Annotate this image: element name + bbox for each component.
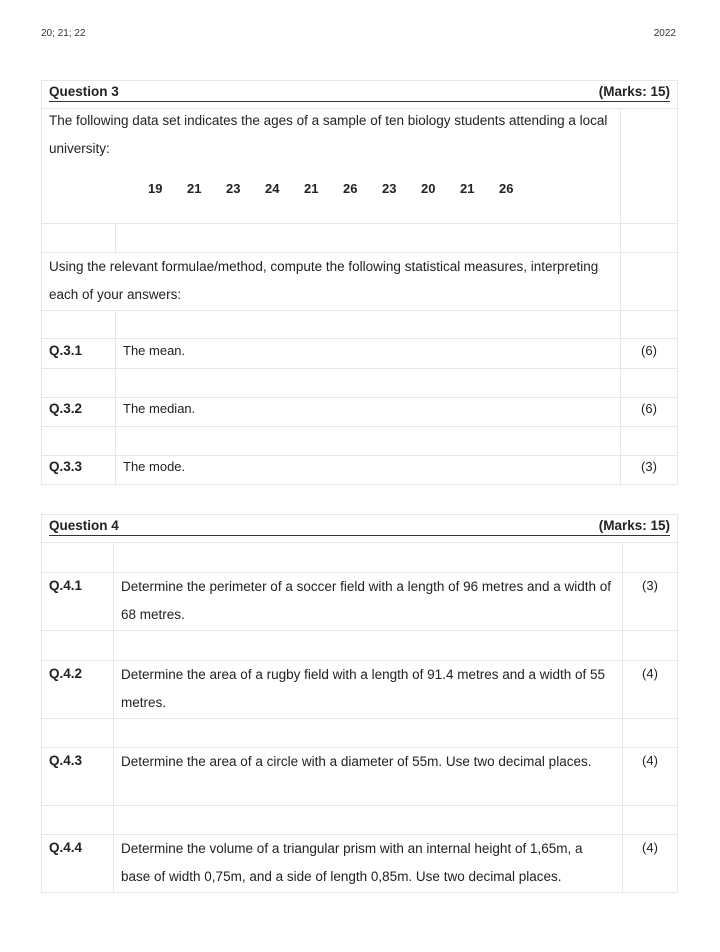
- question-3-instruction-cell: [42, 253, 621, 311]
- question-item-row: [42, 748, 678, 806]
- question-4-table: [41, 514, 678, 893]
- data-value: 21: [187, 181, 202, 196]
- item-number: Q.4.1: [42, 573, 114, 631]
- data-value: 19: [148, 181, 163, 196]
- question-3-title: Question 3: [49, 84, 119, 99]
- item-text: Determine the area of a circle with a diameter of 55m. Use two decimal places.: [114, 748, 623, 806]
- data-value: 21: [460, 181, 475, 196]
- item-number: Q.3.2: [42, 398, 116, 427]
- question-3-marks: (Marks: 15): [598, 84, 670, 99]
- question-3-table: [41, 80, 678, 485]
- item-number: Q.4.2: [42, 661, 114, 719]
- data-value: 26: [343, 181, 358, 196]
- item-marks: (3): [623, 573, 678, 631]
- item-marks: (4): [623, 835, 678, 893]
- question-item-row: [42, 835, 678, 893]
- question-4-title: Question 4: [49, 518, 119, 533]
- data-value: 23: [382, 181, 397, 196]
- question-item-row: [42, 661, 678, 719]
- question-3-intro-cell: [42, 109, 621, 224]
- item-text: Determine the area of a rugby field with a length of 91.4 metres and a width of 55 metres.: [114, 661, 623, 719]
- item-number: Q.3.1: [42, 339, 116, 369]
- item-text: The mean.: [116, 339, 621, 369]
- question-4-marks: (Marks: 15): [598, 518, 670, 533]
- item-marks: (3): [621, 456, 678, 485]
- question-item-row: [42, 573, 678, 631]
- item-text: Determine the volume of a triangular prism with an internal height of 1,65m, a base of width 0,75m, and a side of length 0,85m. Use two decimal places.: [114, 835, 623, 893]
- item-marks: (4): [623, 661, 678, 719]
- data-value: 20: [421, 181, 436, 196]
- item-marks: (6): [621, 339, 678, 369]
- data-value: 23: [226, 181, 241, 196]
- item-marks: (4): [623, 748, 678, 806]
- question-item-row: [42, 339, 678, 369]
- item-number: Q.3.3: [42, 456, 116, 485]
- data-value: 26: [499, 181, 514, 196]
- item-number: Q.4.3: [42, 748, 114, 806]
- data-value: 21: [304, 181, 319, 196]
- data-set: [49, 181, 613, 196]
- item-number: Q.4.4: [42, 835, 114, 893]
- question-3-title-cell: [42, 81, 678, 109]
- data-value: 24: [265, 181, 280, 196]
- question-4-title-cell: [42, 515, 678, 543]
- header-codes: 20; 21; 22: [41, 28, 86, 39]
- item-text: Determine the perimeter of a soccer field with a length of 96 metres and a width of 68 metres.: [114, 573, 623, 631]
- item-text: The median.: [116, 398, 621, 427]
- question-item-row: [42, 456, 678, 485]
- question-item-row: [42, 398, 678, 427]
- item-text: The mode.: [116, 456, 621, 485]
- item-marks: (6): [621, 398, 678, 427]
- header-year: 2022: [653, 28, 676, 39]
- question-3-instruction: Using the relevant formulae/method, compute the following statistical measures, interpreting each of your answers:: [49, 259, 599, 302]
- question-3-intro: The following data set indicates the ages of a sample of ten biology students attending a local university:: [49, 113, 608, 156]
